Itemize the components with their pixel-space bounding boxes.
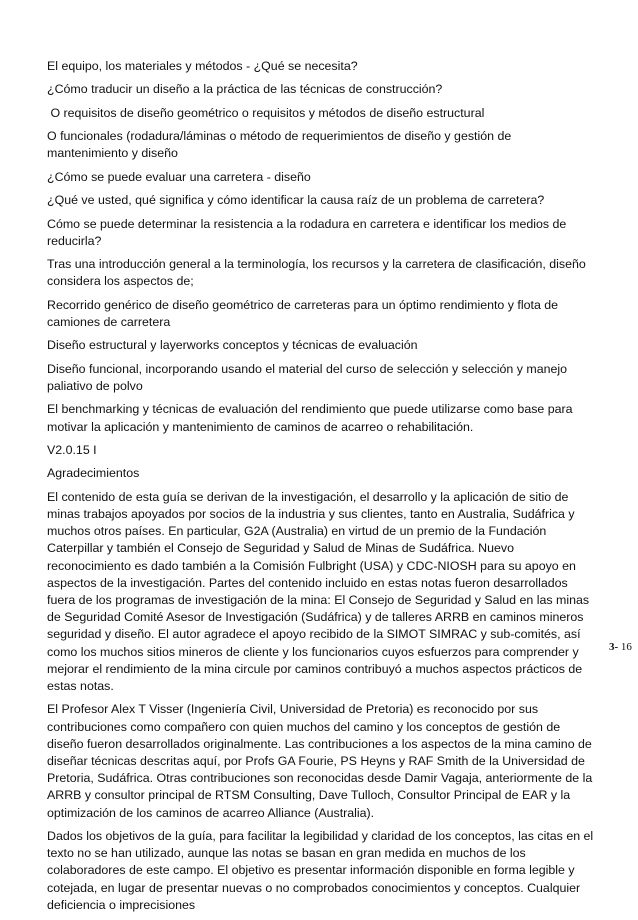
paragraph: Recorrido genérico de diseño geométrico de carreteras para un óptimo rendimiento y flota de camiones de carretera — [47, 297, 559, 329]
paragraph: El equipo, los materiales y métodos - ¿Qué se necesita? — [47, 59, 358, 73]
paragraph: Diseño funcional, incorporando usando el material del curso de selección y selección y manejo paliativo de polvo — [47, 361, 568, 393]
paragraph: El Profesor Alex T Visser (Ingeniería Civil, Universidad de Pretoria) es reconocido por sus contribuciones como compañero con quien muchos del camino y los conceptos de gestión de diseño fueron desarrollados originalmente. Las contribuciones a los aspectos de la mina camino de diseñar técnicas descritas aquí, por Profs GA Fourie, PS Heyns y RAF Smith de la Universidad de Pretoria, Sudáfrica. Otras contribuciones son reconocidas desde Damir Vagaja, anteriormente de la ARRB y consultor principal de RTSM Consulting, Dave Tulloch, Consultor Principal de EAR y la optimización de los caminos de acarreo Alliance (Australia). — [47, 702, 593, 820]
section-heading: Agradecimientos — [47, 466, 140, 481]
paragraph: O funcionales (rodadura/láminas o método de requerimientos de diseño y gestión de mantenimiento y diseño — [47, 129, 512, 161]
page-number — [609, 641, 632, 653]
document-body — [47, 58, 595, 920]
page-index: 16 — [620, 641, 632, 653]
paragraph: Diseño estructural y layerworks conceptos y técnicas de evaluación — [47, 338, 418, 353]
paragraph: O requisitos de diseño geométrico o requisitos y métodos de diseño estructural — [47, 105, 485, 120]
paragraph: ¿Qué ve usted, qué significa y cómo identificar la causa raíz de un problema de carretera? — [47, 193, 545, 208]
paragraph: El benchmarking y técnicas de evaluación del rendimiento que puede utilizarse como base para motivar la aplicación y mantenimiento de caminos de acarreo o rehabilitación. — [47, 402, 573, 434]
paragraph: Tras una introducción general a la terminología, los recursos y la carretera de clasificación, diseño considera los aspectos de; — [47, 257, 586, 289]
paragraph: Dados los objetivos de la guía, para facilitar la legibilidad y claridad de los conceptos, las citas en el texto no se han utilizado, aunque las notas se basan en gran medida en muchos de los colaboradores de este campo. El objetivo es presentar información disponible en forma legible y cotejada, en lugar de presentar nuevas o no comprobados conocimientos y conceptos. Cualquier deficiencia o imprecisiones — [47, 828, 594, 912]
paragraph: Cómo se puede determinar la resistencia a la rodadura en carretera e identificar los medios de reducirla? — [47, 216, 567, 248]
paragraph: ¿Cómo traducir un diseño a la práctica de las técnicas de construcción? — [47, 82, 443, 97]
version-label: V2.0.15 I — [47, 442, 97, 457]
paragraph: ¿Cómo se puede evaluar una carretera - diseño — [47, 169, 311, 184]
paragraph: El contenido de esta guía se derivan de la investigación, el desarrollo y la aplicación de sitio de minas trabajos apoyados por socios de la industria y sus clientes, tanto en Australia, Sudáfrica y muchos otros países. En particular, G2A (Australia) en virtud de un premio de la Fundación Caterpillar y también el Consejo de Seguridad y Salud de Minas de Sudáfrica. Nuevo reconocimiento es dado también a la Comisión Fulbright (USA) y CDC-NIOSH para su apoyo en aspectos de la investigación. Partes del contenido incluido en estas notas fueron desarrollados fuera de los programas de investigación de la mina: El Consejo de Seguridad y Salud en las minas de Seguridad Comité Asesor de Investigación (Sudáfrica) y de talleres ARRB en caminos mineros seguridad y diseño. El autor agradece el apoyo recibido de la SIMOT SIMRAC y sub-comités, así como los muchos sitios mineros de cliente y los funcionarios cuyos esfuerzos para comprender y mejorar el rendimiento de la mina circule por caminos contribuyó a muchos aspectos prácticos de estas notas. — [47, 489, 590, 693]
chapter-number: 3- — [609, 641, 619, 653]
